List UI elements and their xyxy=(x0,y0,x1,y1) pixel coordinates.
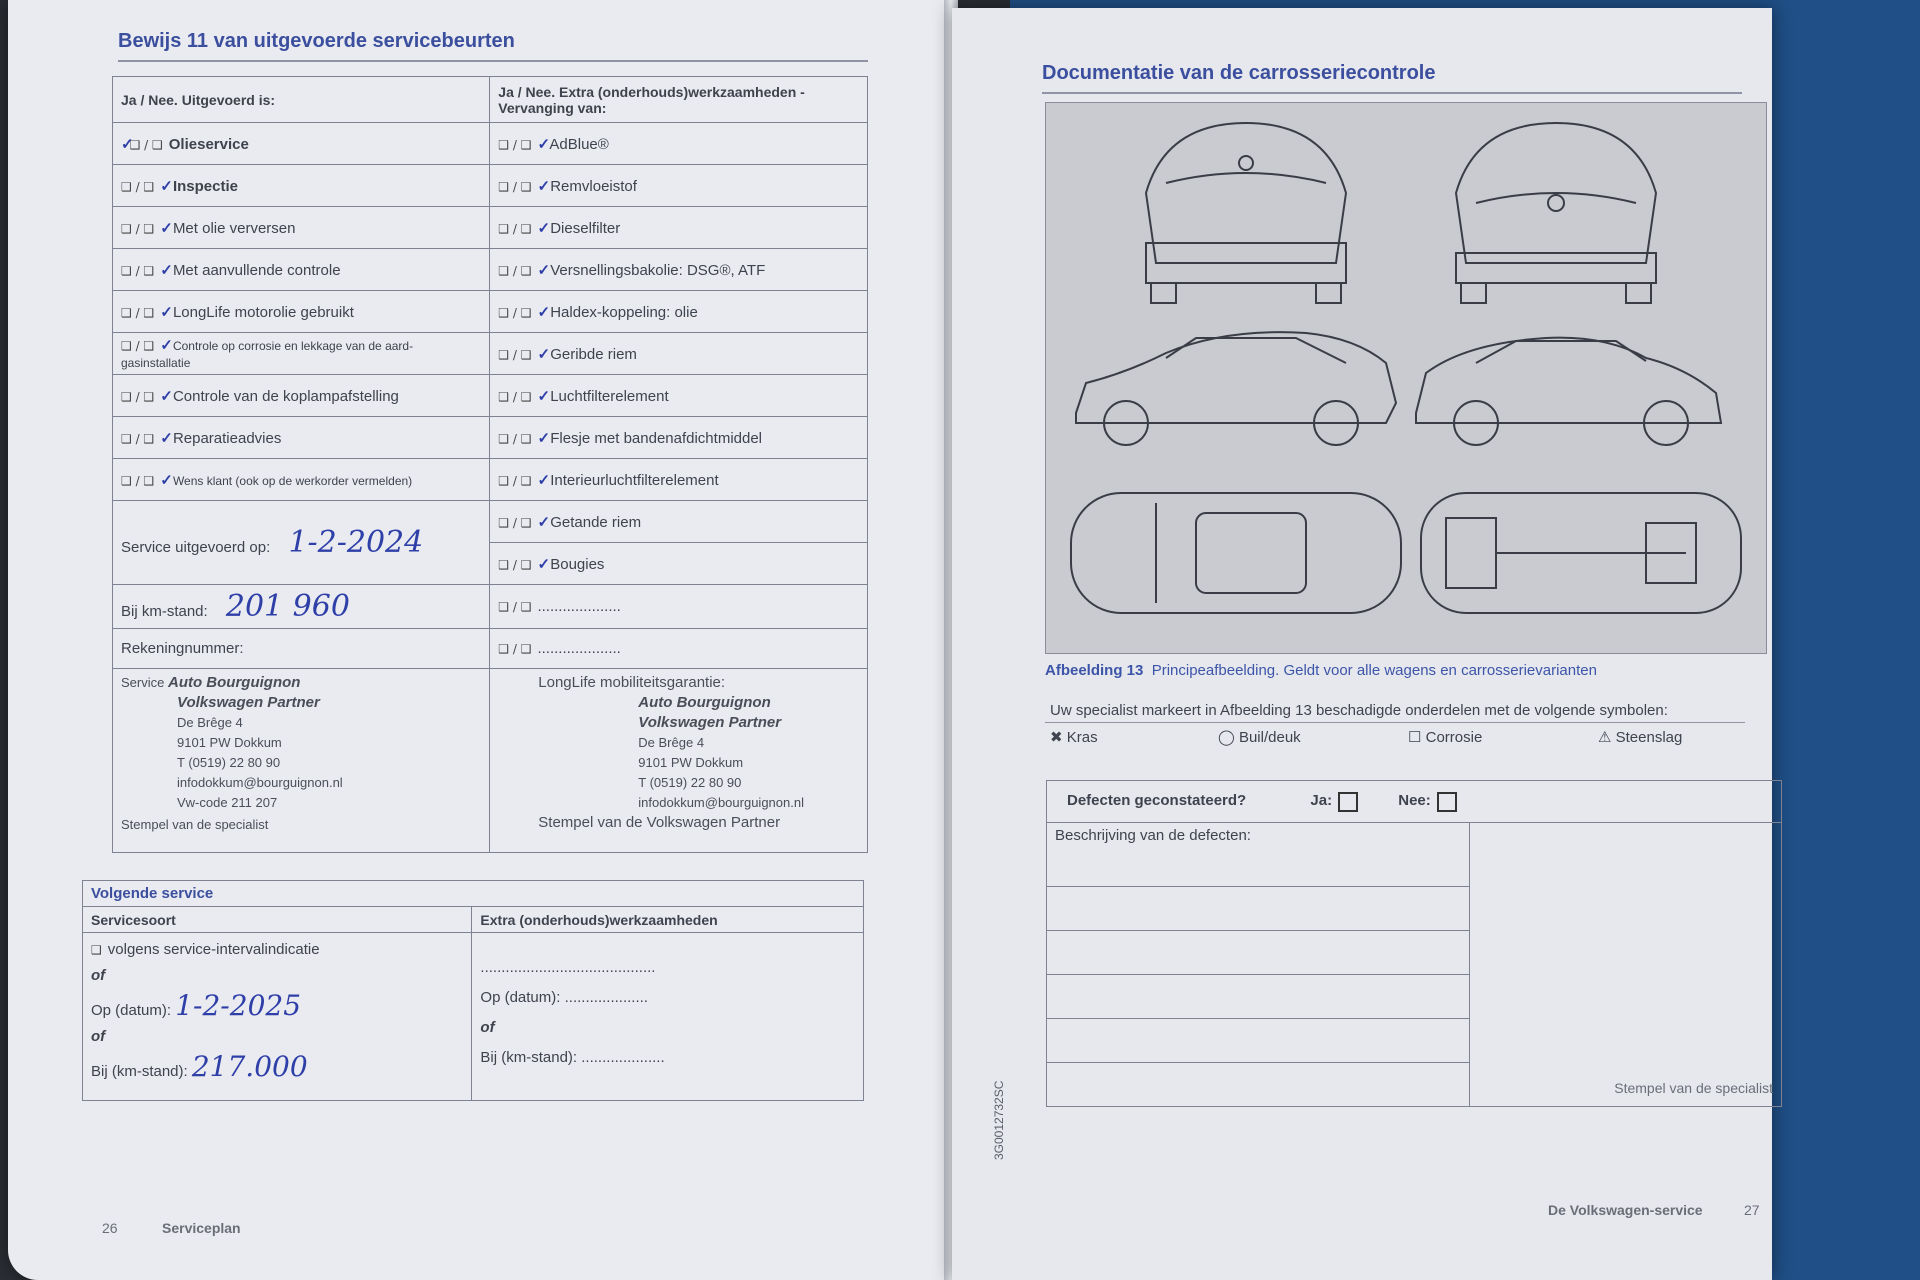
check-mark-icon: ✓ xyxy=(160,429,173,447)
checkbox-pair[interactable]: ❑ / ❑ xyxy=(129,137,163,152)
row-label: Remvloeistof xyxy=(550,177,637,195)
checkbox-pair[interactable]: ❑ / ❑ xyxy=(498,600,532,614)
yes-label: Ja: xyxy=(1310,792,1333,810)
check-mark-icon: ✓ xyxy=(537,135,551,153)
figure-text: Principeafbeelding. Geldt voor alle wagens en carrosserievarianten xyxy=(1151,662,1597,679)
col1-header: Ja / Nee. Uitgevoerd is: xyxy=(113,77,490,123)
defects-table xyxy=(1046,780,1782,1107)
vw-stamp-cell xyxy=(490,669,868,853)
next-date-value[interactable]: 1-2-2025 xyxy=(175,989,302,1022)
row-wens-klant xyxy=(113,459,490,501)
car-front-view[interactable] xyxy=(1456,123,1656,303)
row-label: Controle van de koplampafstelling xyxy=(172,387,399,405)
checkbox-icon[interactable]: ❑ xyxy=(91,943,102,957)
row-label: Olieservice xyxy=(168,135,249,153)
right-title: Documentatie van de carrosseriecontrole xyxy=(1042,62,1436,84)
row-label: Getande riem xyxy=(550,513,642,531)
next-service-title: Volgende service xyxy=(83,881,864,907)
longlife-label: LongLife mobiliteitsgarantie: xyxy=(538,674,726,691)
row-blank-2 xyxy=(490,629,868,669)
legend-steenslag: ⚠ Steenslag xyxy=(1598,729,1683,746)
row-label: LongLife motorolie gebruikt xyxy=(172,303,354,321)
check-mark-icon: ✓ xyxy=(537,177,551,195)
stamp-label: Stempel van de specialist xyxy=(1614,1080,1773,1096)
row-bougies xyxy=(490,543,868,585)
service-date-label: Service uitgevoerd op: xyxy=(121,539,271,556)
car-top-view[interactable] xyxy=(1071,493,1401,613)
check-mark-icon: ✓ xyxy=(160,471,173,489)
checkbox-pair[interactable]: ❑ / ❑ xyxy=(121,179,155,194)
row-olie-verversen xyxy=(113,207,490,249)
or-label: of xyxy=(91,967,106,984)
row-label: Interieurluchtfilterelement xyxy=(550,471,719,489)
checkbox-pair[interactable]: ❑ / ❑ xyxy=(498,221,532,236)
checkbox-pair[interactable]: ❑ / ❑ xyxy=(498,431,532,446)
check-mark-icon: ✓ xyxy=(537,429,551,447)
intro-rule xyxy=(1045,722,1745,723)
dotted-line: .................... xyxy=(564,989,648,1006)
interval-label: volgens service-intervalindicatie xyxy=(107,941,320,958)
check-mark-icon: ✓ xyxy=(160,261,173,279)
row-getande-riem xyxy=(490,501,868,543)
checkbox-pair[interactable]: ❑ / ❑ xyxy=(498,557,532,572)
checkbox-pair[interactable]: ❑ / ❑ xyxy=(498,305,532,320)
checkbox-pair[interactable]: ❑ / ❑ xyxy=(498,642,532,656)
car-diagram xyxy=(1045,102,1767,654)
dotted-line: .................... xyxy=(581,1049,665,1066)
stamp-vw-label: Stempel van de Volkswagen Partner xyxy=(538,814,781,831)
row-label: Met aanvullende controle xyxy=(172,261,341,279)
title-rule xyxy=(118,60,868,62)
row-longlife xyxy=(113,291,490,333)
check-mark-icon: ✓ xyxy=(160,177,173,195)
car-underbody-view[interactable] xyxy=(1421,493,1741,613)
service-table xyxy=(112,76,868,853)
checkbox-pair[interactable]: ❑ / ❑ xyxy=(121,221,155,236)
invoice-label: Rekeningnummer: xyxy=(121,640,244,657)
stamp-partner: Volkswagen Partner xyxy=(638,714,782,731)
stamp-name: Auto Bourguignon xyxy=(638,694,771,711)
check-mark-icon: ✓ xyxy=(537,345,551,363)
row-haldex xyxy=(490,291,868,333)
checkbox-pair[interactable]: ❑ / ❑ xyxy=(498,263,532,278)
stamp-code: Vw-code 211 207 xyxy=(177,795,278,810)
km-value[interactable]: 201 960 xyxy=(225,589,350,624)
km-label: Bij km-stand: xyxy=(121,603,208,620)
checkbox-pair[interactable]: ❑ / ❑ xyxy=(498,137,532,152)
figure-caption xyxy=(1045,662,1597,679)
specialist-stamp-box xyxy=(1470,823,1782,1107)
left-footer-label: Serviceplan xyxy=(162,1220,241,1236)
next-km-label: Bij (km-stand): xyxy=(91,1063,188,1080)
legend-kras: ✖ Kras xyxy=(1050,729,1098,746)
figure-label: Afbeelding 13 xyxy=(1045,662,1144,679)
next-date-label: Op (datum): xyxy=(480,989,561,1006)
checkbox-pair[interactable]: ❑ / ❑ xyxy=(498,473,532,488)
stamp-name: Auto Bourguignon xyxy=(167,674,301,691)
dotted-line: .................... xyxy=(537,598,621,615)
dotted-line: .................... xyxy=(537,640,621,657)
service-date-cell xyxy=(113,501,490,585)
defects-question: Defecten geconstateerd? xyxy=(1067,792,1247,810)
row-olieservice xyxy=(113,123,490,165)
check-mark-icon: ✓ xyxy=(537,219,551,237)
car-outlines-figure xyxy=(1046,103,1766,653)
side-code: 3G0012732SC xyxy=(992,1080,1006,1160)
check-mark-icon: ✓ xyxy=(537,303,551,321)
yes-checkbox-icon[interactable] xyxy=(1338,792,1358,812)
stamp-address: De Brêge 4 xyxy=(638,735,705,750)
next-col1-header: Servicesoort xyxy=(83,907,472,933)
next-service-table xyxy=(82,880,864,1101)
legend-corrosie: ☐ Corrosie xyxy=(1408,729,1483,746)
check-mark-icon: ✓ xyxy=(160,303,173,321)
or-label: of xyxy=(91,1028,106,1045)
stamp-city: 9101 PW Dokkum xyxy=(177,735,282,750)
row-aanvullende-controle xyxy=(113,249,490,291)
no-label: Nee: xyxy=(1398,792,1431,810)
check-mark-icon: ✓ xyxy=(537,471,551,489)
check-mark-icon: ✓ xyxy=(160,387,173,405)
check-mark-icon: ✓ xyxy=(537,387,551,405)
checkbox-pair[interactable]: ❑ / ❑ xyxy=(121,473,155,488)
description-line[interactable] xyxy=(1047,975,1470,1019)
check-mark-icon: ✓ xyxy=(160,219,173,237)
row-label: Versnellingsbakolie: DSG®, ATF xyxy=(550,261,766,279)
check-mark-icon: ✓ xyxy=(537,513,551,531)
row-geribde-riem xyxy=(490,333,868,375)
stamp-email: infodokkum@bourguignon.nl xyxy=(177,775,343,790)
checkbox-pair[interactable]: ❑ / ❑ xyxy=(498,347,532,362)
checkbox-pair[interactable]: ❑ / ❑ xyxy=(121,305,155,320)
row-label: Wens klant (ook op de werkorder vermelden) xyxy=(172,473,413,488)
row-dieselfilter xyxy=(490,207,868,249)
km-cell xyxy=(113,585,490,629)
check-mark-icon: ✓ xyxy=(537,261,551,279)
no-checkbox-icon[interactable] xyxy=(1437,792,1457,812)
car-side-view-left[interactable] xyxy=(1076,332,1396,445)
row-label: AdBlue® xyxy=(549,135,609,153)
check-mark-icon: ✓ xyxy=(537,555,551,573)
left-page-number: 26 xyxy=(102,1220,118,1236)
description-line[interactable] xyxy=(1047,931,1470,975)
row-label: Dieselfilter xyxy=(550,219,621,237)
row-reparatieadvies xyxy=(113,417,490,459)
row-bandenafdichtmiddel xyxy=(490,417,868,459)
check-mark-icon: ✓ xyxy=(121,135,134,153)
car-side-view-right[interactable] xyxy=(1416,338,1721,445)
checkbox-pair[interactable]: ❑ / ❑ xyxy=(498,515,532,530)
specialist-stamp-cell xyxy=(113,669,490,853)
stamp-phone: T (0519) 22 80 90 xyxy=(177,755,281,770)
row-label: Bougies xyxy=(550,555,605,573)
checkbox-pair[interactable]: ❑ / ❑ xyxy=(121,339,155,353)
row-label: Geribde riem xyxy=(550,345,637,363)
stamp-city: 9101 PW Dokkum xyxy=(638,755,744,770)
description-line[interactable] xyxy=(1047,1019,1470,1063)
checkbox-pair[interactable]: ❑ / ❑ xyxy=(498,179,532,194)
row-koplamp xyxy=(113,375,490,417)
marker-intro: Uw specialist markeert in Afbeelding 13 beschadigde onderdelen met de volgende symbolen: xyxy=(1050,702,1668,719)
next-col2-header: Extra (onderhouds)werkzaamheden xyxy=(472,907,864,933)
next-extra-work xyxy=(472,933,864,1101)
row-blank-1 xyxy=(490,585,868,629)
checkbox-pair[interactable]: ❑ / ❑ xyxy=(121,431,155,446)
right-footer-label: De Volkswagen-service xyxy=(1548,1202,1703,1218)
row-inspectie xyxy=(113,165,490,207)
checkbox-pair[interactable]: ❑ / ❑ xyxy=(121,389,155,404)
next-service-type xyxy=(83,933,472,1101)
service-date-value[interactable]: 1-2-2024 xyxy=(288,525,424,560)
dotted-line: .......................................... xyxy=(480,959,656,976)
row-corrosie xyxy=(113,333,490,375)
col2-header: Ja / Nee. Extra (onderhouds)werkzaamheden - Vervanging van: xyxy=(490,77,868,123)
row-label: Flesje met bandenafdichtmiddel xyxy=(550,429,763,447)
row-label: Reparatieadvies xyxy=(172,429,282,447)
row-adblue xyxy=(490,123,868,165)
description-line[interactable] xyxy=(1047,1063,1470,1107)
defects-header xyxy=(1047,781,1782,823)
invoice-cell xyxy=(113,629,490,669)
next-km-value[interactable]: 217.000 xyxy=(191,1050,308,1083)
checkbox-pair[interactable]: ❑ / ❑ xyxy=(498,389,532,404)
next-date-label: Op (datum): xyxy=(91,1002,172,1019)
legend-buil: ◯ Buil/deuk xyxy=(1218,729,1301,746)
left-title: Bewijs 11 van uitgevoerde servicebeurten xyxy=(118,30,515,52)
row-luchtfilter xyxy=(490,375,868,417)
stamp-specialist-label: Stempel van de specialist xyxy=(121,817,269,832)
description-line[interactable] xyxy=(1047,887,1470,931)
stamp-partner: Volkswagen Partner xyxy=(177,694,320,711)
checkbox-pair[interactable]: ❑ / ❑ xyxy=(121,263,155,278)
right-page-number: 27 xyxy=(1744,1202,1760,1218)
title-rule xyxy=(1042,92,1742,94)
stamp-email: infodokkum@bourguignon.nl xyxy=(638,795,804,810)
row-label: Met olie verversen xyxy=(172,219,296,237)
or-label: of xyxy=(480,1019,495,1036)
car-rear-view[interactable] xyxy=(1146,123,1346,303)
stamp-address: De Brêge 4 xyxy=(177,715,243,730)
row-label: Inspectie xyxy=(172,177,238,195)
description-label: Beschrijving van de defecten: xyxy=(1047,823,1470,887)
row-label: Haldex-koppeling: olie xyxy=(550,303,698,321)
row-remvloeistof xyxy=(490,165,868,207)
check-mark-icon: ✓ xyxy=(160,337,173,354)
service-stamp-label: Service xyxy=(121,675,165,690)
row-label: Controle op corrosie en lekkage van de aard-gasinstallatie xyxy=(121,339,414,370)
row-label: Luchtfilterelement xyxy=(550,387,669,405)
next-km-label: Bij (km-stand): xyxy=(480,1049,578,1066)
stamp-phone: T (0519) 22 80 90 xyxy=(638,775,742,790)
row-interieurluchtfilter xyxy=(490,459,868,501)
row-versnellingsbakolie xyxy=(490,249,868,291)
